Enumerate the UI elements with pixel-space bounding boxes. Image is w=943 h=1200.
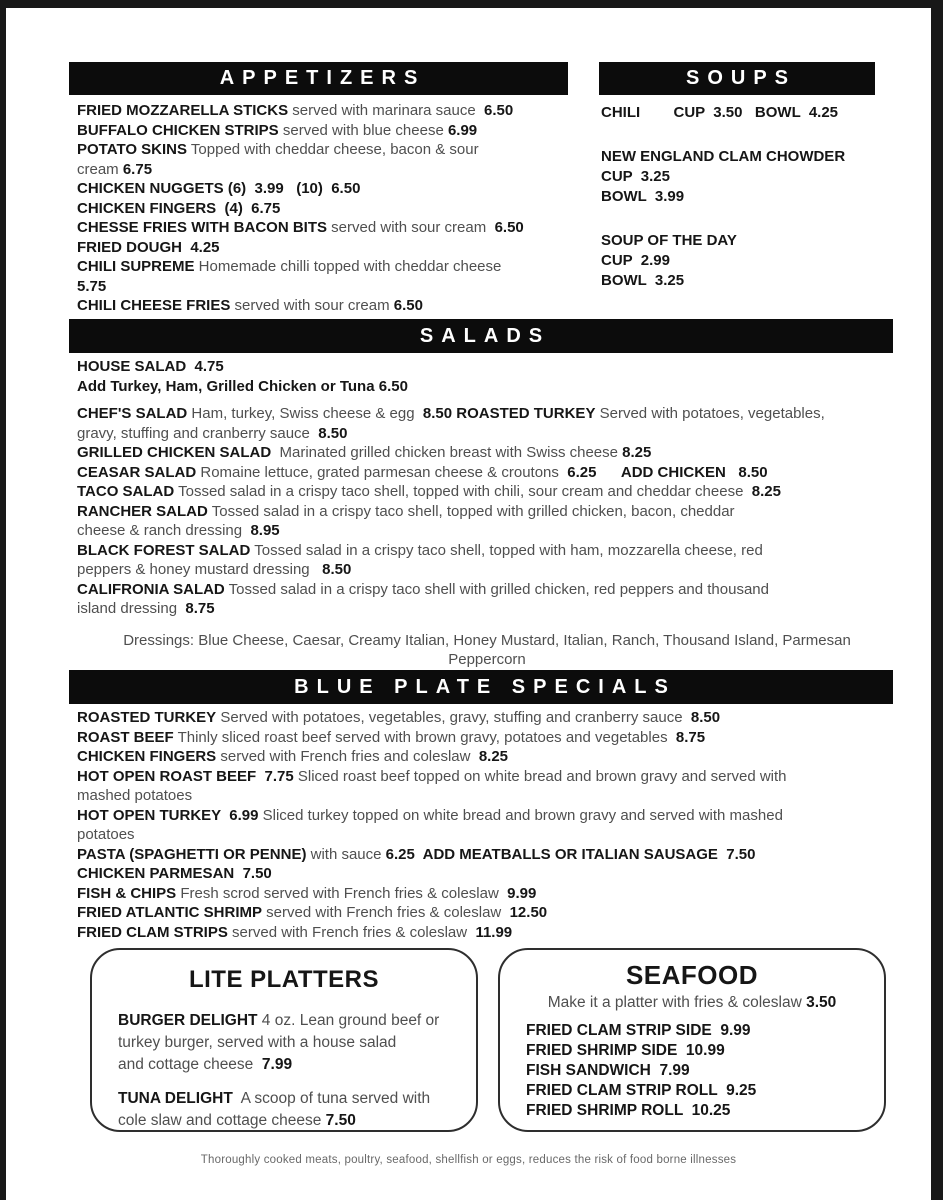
item-description: mashed potatoes (77, 787, 193, 804)
item-description: served with marinara sauce (288, 102, 485, 119)
menu-line (118, 1032, 450, 1054)
item-name-price: 8.50 (690, 709, 721, 726)
lite-platters-list (92, 1010, 476, 1132)
item-name-price: 6.25 ADD MEATBALLS OR ITALIAN SAUSAGE 7.50 (385, 845, 756, 863)
menu-line (77, 238, 573, 258)
item-name-price: 6.50 (494, 219, 524, 236)
item-name-price: 6.50 (484, 102, 514, 119)
item-name-price: 12.50 (509, 904, 548, 921)
food-safety-disclaimer: Thoroughly cooked meats, poultry, seafood, shellfish or eggs, reduces the risk of food borne illnesses (200, 1154, 737, 1166)
menu-line (77, 631, 897, 651)
item-name-price: FRIED CLAM STRIP ROLL 9.25 (526, 1082, 757, 1099)
item-description: cheese & ranch dressing (77, 522, 251, 539)
salads-header-bar (69, 319, 893, 353)
item-description: Thinly sliced roast beef served with brown gravy, potatoes and vegetables (173, 728, 676, 746)
menu-line (77, 357, 897, 377)
item-description: Tossed salad in a crispy taco shell, topped with ham, mozzarella cheese, red (250, 541, 763, 559)
item-name-price: 8.25 (751, 483, 781, 500)
menu-line (77, 296, 573, 316)
menu-line (77, 502, 897, 522)
item-description: Served with potatoes, vegetables, gravy, stuffing and cranberry sauce (216, 709, 691, 726)
menu-line (77, 463, 897, 483)
menu-line (601, 251, 891, 271)
item-description: peppers & honey mustard dressing (77, 561, 323, 578)
item-description: Tossed salad in a crispy taco shell with grilled chicken, red peppers and thousand (224, 580, 769, 598)
menu-line (526, 1021, 858, 1041)
item-description: served with French fries & coleslaw (227, 923, 476, 941)
menu-line (77, 560, 897, 580)
item-description: Ham, turkey, Swiss cheese & egg (187, 405, 423, 422)
menu-line (77, 257, 573, 277)
appetizers-title: APPETIZERS (219, 67, 426, 89)
item-name-price: BLACK FOREST SALAD (77, 541, 251, 559)
soups-title: SOUPS (685, 67, 797, 89)
item-name-price: CUP 2.99 (601, 252, 670, 269)
menu-line (118, 1054, 450, 1076)
item-description: cream (77, 160, 123, 178)
menu-line (77, 160, 573, 180)
soups-list (601, 103, 891, 291)
menu-line (526, 1081, 858, 1101)
menu-line (77, 277, 573, 297)
item-name-price: FRIED MOZZARELLA STICKS (77, 102, 289, 119)
item-name-price: Add Turkey, Ham, Grilled Chicken or Tuna 6.50 (77, 377, 408, 395)
item-name-price: 8.75 (185, 600, 215, 617)
menu-line (601, 103, 891, 123)
item-description: A scoop of tuna served with (232, 1090, 431, 1107)
menu-line (77, 884, 897, 904)
item-name-price: FISH SANDWICH 7.99 (526, 1062, 690, 1079)
item-description: Tossed salad in a crispy taco shell, topped with chili, sour cream and cheddar cheese (174, 483, 752, 500)
item-name-price: BURGER DELIGHT (118, 1012, 258, 1029)
menu-line (77, 443, 897, 463)
menu-line (77, 218, 573, 238)
item-description: Romaine lettuce, grated parmesan cheese & croutons (196, 463, 568, 481)
item-name-price: FRIED DOUGH 4.25 (77, 238, 220, 256)
item-name-price: FRIED CLAM STRIP SIDE 9.99 (526, 1022, 751, 1039)
menu-line (77, 728, 897, 748)
menu-line (77, 650, 897, 670)
item-name-price: CUP 3.25 (601, 168, 670, 185)
item-name-price: TUNA DELIGHT (118, 1090, 233, 1107)
item-name-price: HOUSE SALAD 4.75 (77, 358, 224, 375)
menu-line (77, 482, 897, 502)
menu-line (77, 786, 897, 806)
item-name-price: FRIED ATLANTIC SHRIMP (77, 904, 262, 921)
appetizers-header-bar (69, 62, 568, 95)
menu-line (77, 747, 897, 767)
item-description: potatoes (77, 826, 135, 843)
item-name-price: CHILI CUP 3.50 BOWL 4.25 (601, 104, 839, 121)
item-name-price: CHICKEN PARMESAN 7.50 (77, 865, 272, 882)
item-name-price: 8.50 ROASTED TURKEY (422, 405, 596, 422)
item-name-price: 6.75 (122, 160, 153, 178)
item-description: and cottage cheese (118, 1056, 262, 1073)
item-description: Marinated grilled chicken breast with Swiss cheese (271, 444, 623, 461)
item-name-price: NEW ENGLAND CLAM CHOWDER (601, 148, 846, 165)
item-name-price: 3.50 (806, 994, 837, 1011)
menu-line (77, 599, 897, 619)
item-description: island dressing (77, 600, 186, 617)
seafood-title: SEAFOOD (625, 960, 759, 990)
menu-line (77, 521, 897, 541)
menu-line (118, 1110, 450, 1132)
item-description: turkey burger, served with a house salad (118, 1034, 397, 1051)
item-description: served with sour cream (230, 297, 394, 314)
item-name-price: 8.95 (250, 522, 280, 539)
seafood-list (500, 993, 884, 1121)
item-name-price: POTATO SKINS (77, 141, 188, 158)
item-name-price: HOT OPEN ROAST BEEF 7.75 (77, 767, 294, 785)
item-description: with sauce (306, 845, 386, 863)
item-description: Tossed salad in a crispy taco shell, topped with grilled chicken, bacon, cheddar (207, 502, 735, 520)
item-name-price: 6.99 (447, 121, 478, 139)
item-name-price: SOUP OF THE DAY (601, 232, 737, 249)
item-description: 4 oz. Lean ground beef or (257, 1012, 440, 1029)
item-name-price: FRIED CLAM STRIPS (77, 923, 228, 941)
item-description: Topped with cheddar cheese, bacon & sour (187, 141, 479, 158)
menu-line (77, 121, 573, 141)
item-name-price: ROAST BEEF (77, 728, 174, 746)
salads-list (77, 357, 897, 670)
menu-line (77, 101, 573, 121)
menu-line (77, 140, 573, 160)
item-description: Dressings: Blue Cheese, Caesar, Creamy Italian, Honey Mustard, Italian, Ranch, Thousand Island, Parmesan (123, 631, 851, 649)
item-name-price: CHILI SUPREME (77, 258, 195, 275)
menu-line (601, 271, 891, 291)
item-name-price: CHICKEN FINGERS (4) 6.75 (77, 199, 281, 217)
item-description: Served with potatoes, vegetables, (595, 405, 825, 422)
item-name-price: 7.50 (325, 1112, 356, 1129)
item-description: served with blue cheese (278, 121, 448, 139)
item-name-price: 5.75 (77, 277, 107, 295)
item-description: Sliced roast beef topped on white bread and brown gravy and served with (293, 767, 787, 785)
menu-line (526, 1061, 858, 1081)
item-name-price: PASTA (SPAGHETTI OR PENNE) (77, 845, 307, 863)
item-name-price: BUFFALO CHICKEN STRIPS (77, 121, 279, 139)
item-description: Peppercorn (448, 651, 526, 668)
blue-plate-specials-header-bar (69, 670, 893, 704)
item-description: Make it a platter with fries & coleslaw (547, 994, 807, 1011)
lite-platters-title: LITE PLATTERS (188, 966, 380, 993)
item-name-price: FRIED SHRIMP SIDE 10.99 (526, 1042, 725, 1059)
viewer-edge-right (931, 0, 943, 1200)
menu-line (77, 541, 897, 561)
item-name-price: 7.99 (261, 1056, 293, 1073)
item-name-price: 8.50 (318, 424, 348, 442)
appetizers-list (77, 101, 573, 316)
item-name-price: TACO SALAD (77, 483, 175, 500)
menu-line (601, 147, 891, 167)
item-name-price: 6.50 (393, 297, 423, 314)
viewer-edge-top (0, 0, 943, 8)
item-name-price: 8.25 (622, 444, 652, 461)
item-name-price: 8.75 (675, 728, 706, 746)
item-name-price: RANCHER SALAD (77, 502, 208, 520)
menu-line (77, 199, 573, 219)
menu-line (77, 377, 897, 397)
item-name-price: 8.25 (478, 748, 509, 765)
item-name-price: CHICKEN FINGERS (77, 748, 217, 765)
item-description: served with French fries & coleslaw (262, 904, 510, 921)
menu-line (77, 424, 897, 444)
item-name-price: CHILI CHEESE FRIES (77, 297, 231, 314)
menu-line (526, 1101, 858, 1121)
menu-line (601, 167, 891, 187)
item-name-price: HOT OPEN TURKEY 6.99 (77, 806, 259, 824)
menu-line (601, 187, 891, 207)
item-name-price: BOWL 3.99 (601, 188, 685, 205)
menu-line (77, 580, 897, 600)
blue-plate-specials-list (77, 708, 897, 942)
item-name-price: BOWL 3.25 (601, 272, 685, 289)
menu-line (77, 923, 897, 943)
item-name-price: 8.50 (322, 561, 352, 578)
item-name-price: CHESSE FRIES WITH BACON BITS (77, 219, 328, 236)
item-name-price: CHICKEN NUGGETS (6) 3.99 (10) 6.50 (77, 180, 361, 197)
item-name-price: 9.99 (507, 884, 537, 902)
item-name-price: FISH & CHIPS (77, 884, 177, 902)
item-name-price: CEASAR SALAD (77, 463, 197, 481)
menu-line (77, 806, 897, 826)
menu-line (526, 1041, 858, 1061)
item-description: cole slaw and cottage cheese (118, 1112, 326, 1129)
item-description: Fresh scrod served with French fries & coleslaw (176, 884, 508, 902)
menu-line (77, 825, 897, 845)
soups-header-bar (599, 62, 875, 95)
menu-page (6, 8, 931, 1200)
item-description: Sliced turkey topped on white bread and brown gravy and served with mashed (258, 806, 783, 824)
menu-line (77, 708, 897, 728)
item-description: served with French fries and coleslaw (216, 748, 479, 765)
item-name-price: CALIFRONIA SALAD (77, 580, 225, 598)
menu-line (77, 179, 573, 199)
item-name-price: 6.25 ADD CHICKEN 8.50 (567, 463, 768, 481)
menu-line (77, 864, 897, 884)
item-name-price: 11.99 (475, 923, 513, 941)
menu-line (77, 845, 897, 865)
menu-line (526, 993, 858, 1013)
lite-platters-box (90, 948, 478, 1132)
item-name-price: GRILLED CHICKEN SALAD (77, 444, 272, 461)
menu-line (77, 404, 897, 424)
item-name-price: FRIED SHRIMP ROLL 10.25 (526, 1102, 731, 1119)
menu-line (601, 231, 891, 251)
seafood-box (498, 948, 886, 1132)
menu-line (118, 1010, 450, 1032)
item-name-price: ROASTED TURKEY (77, 709, 217, 726)
menu-line (77, 767, 897, 787)
item-name-price: CHEF'S SALAD (77, 405, 188, 422)
menu-line (118, 1088, 450, 1110)
item-description: served with sour cream (327, 219, 495, 236)
salads-title: SALADS (419, 324, 551, 347)
blue-plate-specials-title: BLUE PLATE SPECIALS (294, 675, 676, 698)
item-description: gravy, stuffing and cranberry sauce (77, 424, 319, 442)
item-description: Homemade chilli topped with cheddar cheese (194, 258, 502, 275)
menu-line (77, 903, 897, 923)
